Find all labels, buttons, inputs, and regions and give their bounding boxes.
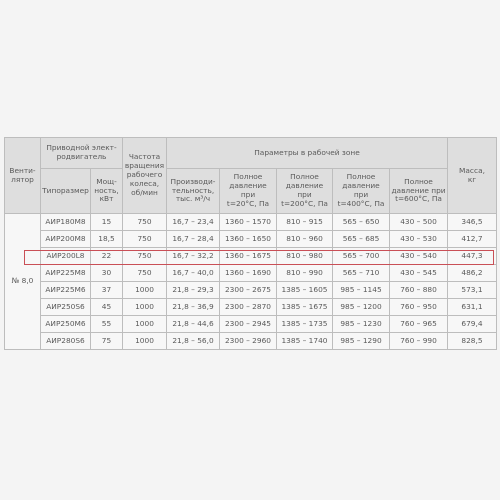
cell-flow: 21,8 – 29,3 xyxy=(167,282,220,299)
cell-pressure-20: 2300 – 2960 xyxy=(220,333,277,350)
header-power: Мощ- ность, кВт xyxy=(91,169,123,214)
cell-pressure-400: 565 – 700 xyxy=(333,248,390,265)
header-speed: Частота вращения рабочего колеса, об/мин xyxy=(123,138,167,214)
cell-flow: 21,8 – 36,9 xyxy=(167,299,220,316)
cell-speed: 750 xyxy=(123,214,167,231)
cell-speed: 1000 xyxy=(123,316,167,333)
cell-speed: 1000 xyxy=(123,333,167,350)
cell-mass: 679,4 xyxy=(448,316,497,333)
cell-speed: 750 xyxy=(123,265,167,282)
header-type: Типоразмер xyxy=(41,169,91,214)
cell-power: 22 xyxy=(91,248,123,265)
cell-type: АИР280S6 xyxy=(41,333,91,350)
cell-power: 45 xyxy=(91,299,123,316)
cell-type: АИР200L8 xyxy=(41,248,91,265)
cell-power: 55 xyxy=(91,316,123,333)
header-flow: Производи- тельность, тыс. м³/ч xyxy=(167,169,220,214)
cell-pressure-200: 810 – 980 xyxy=(277,248,333,265)
cell-pressure-200: 810 – 960 xyxy=(277,231,333,248)
header-pressure-400: Полное давление при t=400°С, Па xyxy=(333,169,390,214)
cell-pressure-400: 565 – 650 xyxy=(333,214,390,231)
cell-power: 30 xyxy=(91,265,123,282)
cell-pressure-20: 2300 – 2870 xyxy=(220,299,277,316)
header-fan: Венти- лятор xyxy=(5,138,41,214)
cell-type: АИР250М6 xyxy=(41,316,91,333)
cell-flow: 16,7 – 28,4 xyxy=(167,231,220,248)
cell-flow: 16,7 – 23,4 xyxy=(167,214,220,231)
cell-mass: 573,1 xyxy=(448,282,497,299)
cell-power: 37 xyxy=(91,282,123,299)
cell-power: 15 xyxy=(91,214,123,231)
table-row xyxy=(5,282,497,299)
cell-power: 18,5 xyxy=(91,231,123,248)
header-params: Параметры в рабочей зоне xyxy=(167,138,448,169)
cell-mass: 828,5 xyxy=(448,333,497,350)
header-motor: Приводной элект- родвигатель xyxy=(41,138,123,169)
cell-pressure-20: 2300 – 2675 xyxy=(220,282,277,299)
spec-table-wrapper xyxy=(0,137,500,350)
cell-speed: 1000 xyxy=(123,282,167,299)
cell-pressure-200: 1385 – 1735 xyxy=(277,316,333,333)
cell-pressure-200: 810 – 915 xyxy=(277,214,333,231)
cell-type: АИР225М6 xyxy=(41,282,91,299)
cell-mass: 486,2 xyxy=(448,265,497,282)
cell-pressure-400: 985 – 1145 xyxy=(333,282,390,299)
cell-pressure-400: 985 – 1290 xyxy=(333,333,390,350)
cell-pressure-20: 2300 – 2945 xyxy=(220,316,277,333)
cell-pressure-20: 1360 – 1675 xyxy=(220,248,277,265)
table-row xyxy=(5,214,497,231)
cell-speed: 1000 xyxy=(123,299,167,316)
table-row xyxy=(5,299,497,316)
cell-flow: 21,8 – 44,6 xyxy=(167,316,220,333)
header-pressure-600: Полное давление при t=600°С, Па xyxy=(390,169,448,214)
cell-flow: 21,8 – 56,0 xyxy=(167,333,220,350)
header-pressure-200: Полное давление при t=200°С, Па xyxy=(277,169,333,214)
cell-type: АИР250S6 xyxy=(41,299,91,316)
cell-pressure-600: 760 – 950 xyxy=(390,299,448,316)
cell-speed: 750 xyxy=(123,248,167,265)
cell-pressure-600: 430 – 540 xyxy=(390,248,448,265)
cell-pressure-400: 565 – 710 xyxy=(333,265,390,282)
cell-pressure-20: 1360 – 1650 xyxy=(220,231,277,248)
header-mass: Масса, кг xyxy=(448,138,497,214)
cell-pressure-600: 430 – 530 xyxy=(390,231,448,248)
fan-number-cell: № 8,0 xyxy=(5,214,41,350)
cell-flow: 16,7 – 32,2 xyxy=(167,248,220,265)
cell-speed: 750 xyxy=(123,231,167,248)
cell-pressure-600: 760 – 990 xyxy=(390,333,448,350)
cell-pressure-200: 1385 – 1675 xyxy=(277,299,333,316)
table-row xyxy=(5,333,497,350)
cell-pressure-200: 1385 – 1740 xyxy=(277,333,333,350)
cell-pressure-600: 430 – 545 xyxy=(390,265,448,282)
cell-type: АИР180М8 xyxy=(41,214,91,231)
cell-pressure-20: 1360 – 1690 xyxy=(220,265,277,282)
cell-pressure-20: 1360 – 1570 xyxy=(220,214,277,231)
cell-mass: 447,3 xyxy=(448,248,497,265)
cell-pressure-600: 760 – 880 xyxy=(390,282,448,299)
table-row-highlighted xyxy=(5,248,497,265)
cell-pressure-600: 760 – 965 xyxy=(390,316,448,333)
header-pressure-20: Полное давление при t=20°С, Па xyxy=(220,169,277,214)
cell-pressure-200: 810 – 990 xyxy=(277,265,333,282)
cell-pressure-400: 565 – 685 xyxy=(333,231,390,248)
fan-spec-table xyxy=(4,137,497,350)
cell-pressure-600: 430 – 500 xyxy=(390,214,448,231)
table-row xyxy=(5,316,497,333)
cell-flow: 16,7 – 40,0 xyxy=(167,265,220,282)
cell-pressure-200: 1385 – 1605 xyxy=(277,282,333,299)
table-row xyxy=(5,265,497,282)
cell-type: АИР200М8 xyxy=(41,231,91,248)
cell-type: АИР225М8 xyxy=(41,265,91,282)
cell-pressure-400: 985 – 1200 xyxy=(333,299,390,316)
cell-mass: 412,7 xyxy=(448,231,497,248)
table-row xyxy=(5,231,497,248)
cell-pressure-400: 985 – 1230 xyxy=(333,316,390,333)
cell-power: 75 xyxy=(91,333,123,350)
cell-mass: 346,5 xyxy=(448,214,497,231)
cell-mass: 631,1 xyxy=(448,299,497,316)
